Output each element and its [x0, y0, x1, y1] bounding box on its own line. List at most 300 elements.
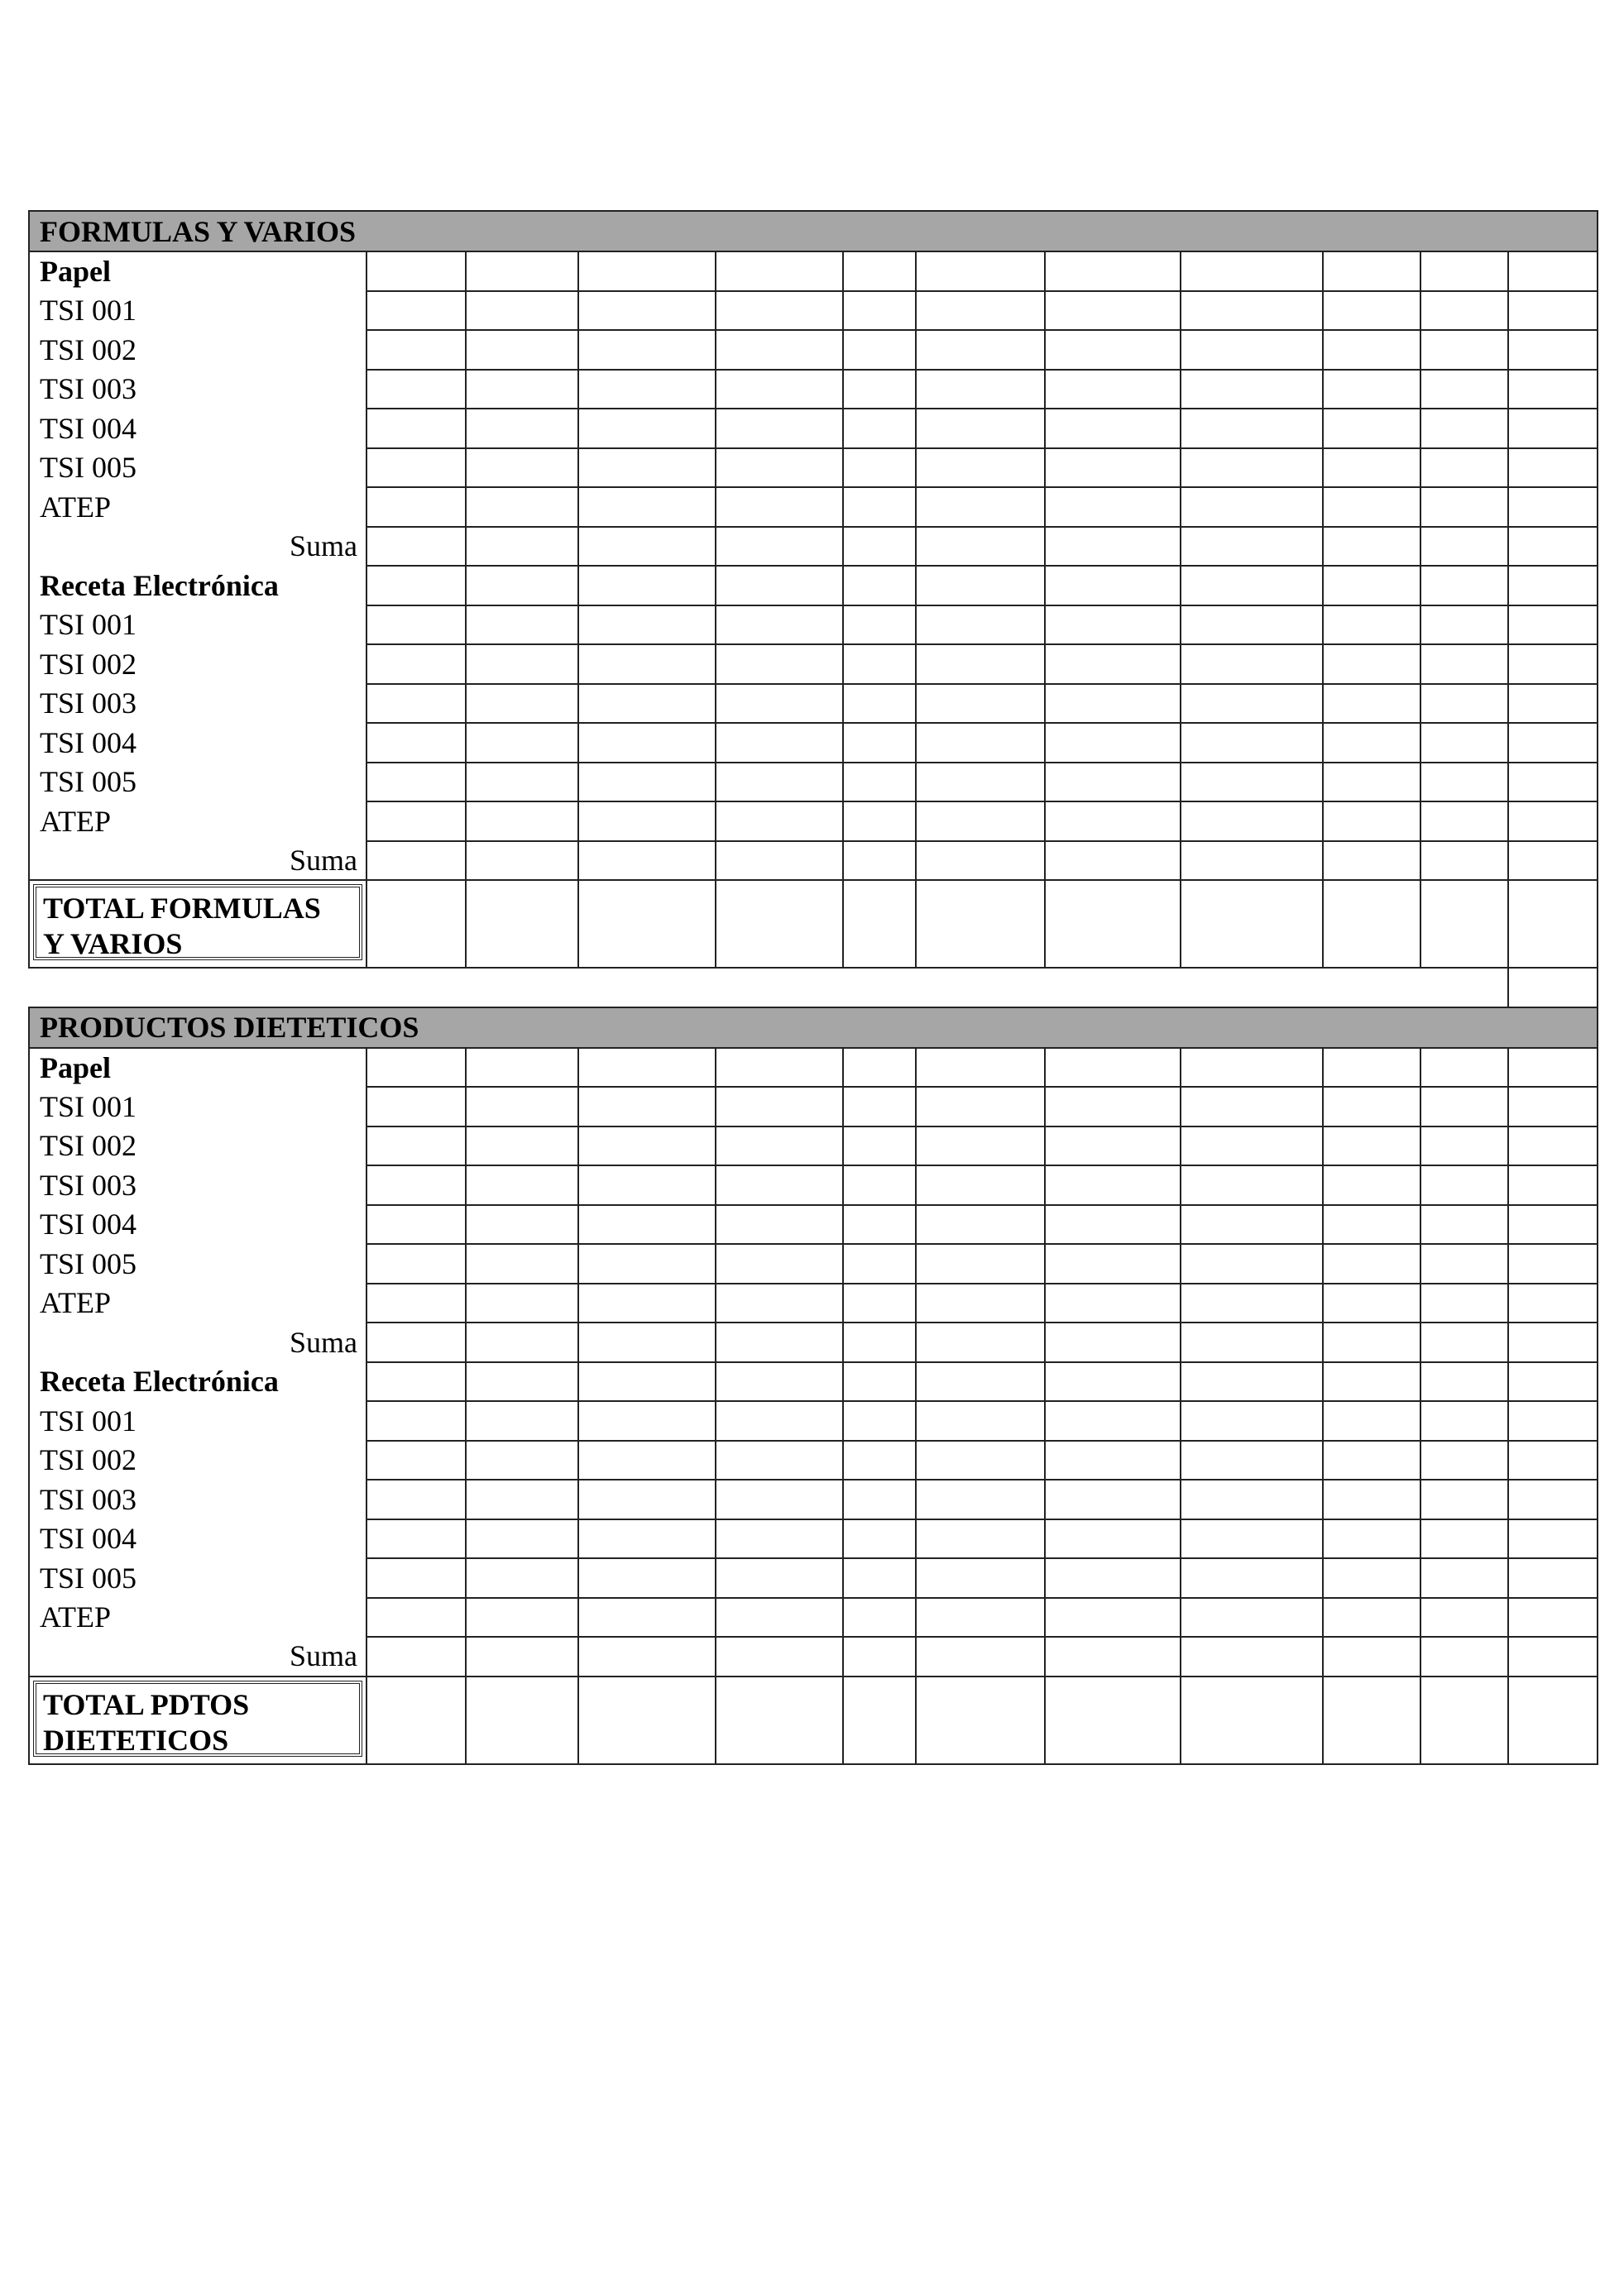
entry-cell[interactable] [1181, 566, 1323, 605]
entry-cell[interactable] [716, 723, 843, 763]
entry-cell[interactable] [466, 330, 578, 370]
entry-cell[interactable] [1323, 723, 1420, 763]
entry-cell[interactable] [843, 1558, 916, 1598]
entry-cell[interactable] [1508, 1637, 1598, 1677]
entry-cell[interactable] [916, 684, 1045, 724]
entry-cell[interactable] [916, 880, 1045, 968]
entry-cell[interactable] [843, 330, 916, 370]
entry-cell[interactable] [916, 409, 1045, 448]
entry-cell[interactable] [466, 1519, 578, 1559]
entry-cell[interactable] [578, 723, 716, 763]
entry-cell[interactable] [716, 1598, 843, 1638]
entry-cell[interactable] [1181, 1558, 1323, 1598]
entry-cell[interactable] [1323, 1244, 1420, 1284]
entry-cell[interactable] [1045, 1362, 1181, 1402]
entry-cell[interactable] [716, 763, 843, 802]
entry-cell[interactable] [1508, 1519, 1598, 1559]
entry-cell[interactable] [578, 409, 716, 448]
entry-cell[interactable] [366, 448, 466, 488]
entry-cell[interactable] [466, 370, 578, 409]
entry-cell[interactable] [1420, 251, 1508, 291]
entry-cell[interactable] [366, 1323, 466, 1362]
entry-cell[interactable] [1323, 684, 1420, 724]
entry-cell[interactable] [466, 1165, 578, 1205]
entry-cell[interactable] [843, 1244, 916, 1284]
entry-cell[interactable] [916, 527, 1045, 567]
entry-cell[interactable] [466, 1401, 578, 1441]
entry-cell[interactable] [1181, 1401, 1323, 1441]
entry-cell[interactable] [1181, 723, 1323, 763]
entry-cell[interactable] [1045, 251, 1181, 291]
entry-cell[interactable] [1508, 1323, 1598, 1362]
entry-cell[interactable] [916, 1244, 1045, 1284]
entry-cell[interactable] [1508, 1558, 1598, 1598]
entry-cell[interactable] [716, 644, 843, 684]
entry-cell[interactable] [1323, 1284, 1420, 1323]
entry-cell[interactable] [366, 605, 466, 645]
entry-cell[interactable] [466, 1637, 578, 1677]
entry-cell[interactable] [366, 841, 466, 881]
entry-cell[interactable] [1508, 1284, 1598, 1323]
entry-cell[interactable] [1045, 1480, 1181, 1519]
entry-cell[interactable] [366, 1519, 466, 1559]
entry-cell[interactable] [716, 409, 843, 448]
entry-cell[interactable] [366, 291, 466, 331]
entry-cell[interactable] [843, 251, 916, 291]
entry-cell[interactable] [578, 1284, 716, 1323]
entry-cell[interactable] [1508, 487, 1598, 527]
entry-cell[interactable] [578, 644, 716, 684]
entry-cell[interactable] [1420, 684, 1508, 724]
entry-cell[interactable] [716, 448, 843, 488]
entry-cell[interactable] [466, 684, 578, 724]
entry-cell[interactable] [1323, 1126, 1420, 1166]
entry-cell[interactable] [916, 487, 1045, 527]
entry-cell[interactable] [466, 1244, 578, 1284]
entry-cell[interactable] [843, 1637, 916, 1677]
entry-cell[interactable] [916, 1362, 1045, 1402]
entry-cell[interactable] [366, 1401, 466, 1441]
entry-cell[interactable] [578, 801, 716, 841]
entry-cell[interactable] [578, 291, 716, 331]
entry-cell[interactable] [716, 330, 843, 370]
entry-cell[interactable] [1181, 1087, 1323, 1126]
entry-cell[interactable] [366, 370, 466, 409]
entry-cell[interactable] [578, 684, 716, 724]
entry-cell[interactable] [916, 1441, 1045, 1480]
entry-cell[interactable] [716, 1558, 843, 1598]
entry-cell[interactable] [916, 763, 1045, 802]
entry-cell[interactable] [916, 1401, 1045, 1441]
entry-cell[interactable] [1508, 684, 1598, 724]
entry-cell[interactable] [716, 291, 843, 331]
entry-cell[interactable] [1420, 763, 1508, 802]
entry-cell[interactable] [1420, 1323, 1508, 1362]
entry-cell[interactable] [1181, 527, 1323, 567]
entry-cell[interactable] [1420, 1677, 1508, 1764]
entry-cell[interactable] [1181, 1637, 1323, 1677]
entry-cell[interactable] [1508, 605, 1598, 645]
entry-cell[interactable] [366, 1126, 466, 1166]
entry-cell[interactable] [1181, 409, 1323, 448]
entry-cell[interactable] [466, 801, 578, 841]
entry-cell[interactable] [578, 1480, 716, 1519]
entry-cell[interactable] [578, 605, 716, 645]
entry-cell[interactable] [1045, 1205, 1181, 1245]
entry-cell[interactable] [1045, 684, 1181, 724]
entry-cell[interactable] [466, 251, 578, 291]
entry-cell[interactable] [1420, 723, 1508, 763]
entry-cell[interactable] [1181, 1284, 1323, 1323]
entry-cell[interactable] [366, 1048, 466, 1088]
entry-cell[interactable] [716, 1637, 843, 1677]
entry-cell[interactable] [366, 684, 466, 724]
entry-cell[interactable] [1323, 1048, 1420, 1088]
entry-cell[interactable] [366, 1165, 466, 1205]
entry-cell[interactable] [578, 527, 716, 567]
entry-cell[interactable] [1420, 1598, 1508, 1638]
entry-cell[interactable] [1045, 723, 1181, 763]
entry-cell[interactable] [716, 1480, 843, 1519]
entry-cell[interactable] [1045, 644, 1181, 684]
entry-cell[interactable] [1045, 487, 1181, 527]
entry-cell[interactable] [1420, 1441, 1508, 1480]
entry-cell[interactable] [1323, 841, 1420, 881]
entry-cell[interactable] [843, 566, 916, 605]
entry-cell[interactable] [916, 448, 1045, 488]
entry-cell[interactable] [466, 487, 578, 527]
entry-cell[interactable] [843, 487, 916, 527]
entry-cell[interactable] [366, 527, 466, 567]
entry-cell[interactable] [578, 1244, 716, 1284]
entry-cell[interactable] [1323, 1165, 1420, 1205]
entry-cell[interactable] [366, 801, 466, 841]
entry-cell[interactable] [1045, 1441, 1181, 1480]
entry-cell[interactable] [578, 1677, 716, 1764]
entry-cell[interactable] [843, 1087, 916, 1126]
entry-cell[interactable] [1323, 330, 1420, 370]
entry-cell[interactable] [1508, 1126, 1598, 1166]
entry-cell[interactable] [366, 1441, 466, 1480]
entry-cell[interactable] [716, 1677, 843, 1764]
entry-cell[interactable] [1181, 880, 1323, 968]
entry-cell[interactable] [1420, 566, 1508, 605]
entry-cell[interactable] [1045, 330, 1181, 370]
entry-cell[interactable] [466, 527, 578, 567]
entry-cell[interactable] [843, 1323, 916, 1362]
entry-cell[interactable] [1045, 1677, 1181, 1764]
entry-cell[interactable] [1323, 1480, 1420, 1519]
entry-cell[interactable] [1420, 527, 1508, 567]
entry-cell[interactable] [916, 1048, 1045, 1088]
entry-cell[interactable] [716, 684, 843, 724]
entry-cell[interactable] [466, 1441, 578, 1480]
entry-cell[interactable] [1323, 448, 1420, 488]
entry-cell[interactable] [366, 409, 466, 448]
entry-cell[interactable] [366, 723, 466, 763]
entry-cell[interactable] [578, 370, 716, 409]
entry-cell[interactable] [1323, 801, 1420, 841]
entry-cell[interactable] [843, 448, 916, 488]
entry-cell[interactable] [1323, 1323, 1420, 1362]
entry-cell[interactable] [1323, 370, 1420, 409]
entry-cell[interactable] [578, 763, 716, 802]
entry-cell[interactable] [1181, 487, 1323, 527]
entry-cell[interactable] [1420, 1637, 1508, 1677]
entry-cell[interactable] [1420, 409, 1508, 448]
entry-cell[interactable] [1181, 644, 1323, 684]
entry-cell[interactable] [578, 1519, 716, 1559]
entry-cell[interactable] [716, 1087, 843, 1126]
entry-cell[interactable] [1420, 1205, 1508, 1245]
entry-cell[interactable] [1323, 1205, 1420, 1245]
entry-cell[interactable] [1181, 1677, 1323, 1764]
entry-cell[interactable] [466, 1126, 578, 1166]
entry-cell[interactable] [1045, 880, 1181, 968]
entry-cell[interactable] [1323, 1677, 1420, 1764]
entry-cell[interactable] [1045, 801, 1181, 841]
entry-cell[interactable] [366, 1244, 466, 1284]
entry-cell[interactable] [1508, 1441, 1598, 1480]
entry-cell[interactable] [466, 841, 578, 881]
entry-cell[interactable] [716, 1362, 843, 1402]
entry-cell[interactable] [466, 566, 578, 605]
entry-cell[interactable] [1508, 1480, 1598, 1519]
entry-cell[interactable] [1508, 880, 1598, 968]
entry-cell[interactable] [466, 1205, 578, 1245]
entry-cell[interactable] [1323, 291, 1420, 331]
entry-cell[interactable] [1323, 527, 1420, 567]
entry-cell[interactable] [1420, 880, 1508, 968]
entry-cell[interactable] [916, 1205, 1045, 1245]
entry-cell[interactable] [1420, 448, 1508, 488]
entry-cell[interactable] [578, 1441, 716, 1480]
entry-cell[interactable] [1323, 487, 1420, 527]
entry-cell[interactable] [1323, 566, 1420, 605]
entry-cell[interactable] [578, 1558, 716, 1598]
entry-cell[interactable] [366, 251, 466, 291]
entry-cell[interactable] [1045, 1244, 1181, 1284]
entry-cell[interactable] [916, 291, 1045, 331]
entry-cell[interactable] [1420, 1126, 1508, 1166]
entry-cell[interactable] [1508, 644, 1598, 684]
entry-cell[interactable] [466, 1323, 578, 1362]
entry-cell[interactable] [1508, 448, 1598, 488]
entry-cell[interactable] [1508, 1244, 1598, 1284]
entry-cell[interactable] [1181, 1205, 1323, 1245]
entry-cell[interactable] [1045, 291, 1181, 331]
entry-cell[interactable] [366, 1598, 466, 1638]
entry-cell[interactable] [1181, 1441, 1323, 1480]
entry-cell[interactable] [1508, 1048, 1598, 1088]
entry-cell[interactable] [1045, 1087, 1181, 1126]
entry-cell[interactable] [1181, 1480, 1323, 1519]
entry-cell[interactable] [466, 1048, 578, 1088]
entry-cell[interactable] [1323, 1637, 1420, 1677]
entry-cell[interactable] [916, 1087, 1045, 1126]
entry-cell[interactable] [1420, 330, 1508, 370]
entry-cell[interactable] [1045, 1598, 1181, 1638]
entry-cell[interactable] [716, 1165, 843, 1205]
entry-cell[interactable] [716, 1401, 843, 1441]
entry-cell[interactable] [716, 487, 843, 527]
entry-cell[interactable] [843, 1598, 916, 1638]
entry-cell[interactable] [1420, 487, 1508, 527]
entry-cell[interactable] [716, 566, 843, 605]
entry-cell[interactable] [366, 1362, 466, 1402]
entry-cell[interactable] [1181, 370, 1323, 409]
entry-cell[interactable] [466, 1087, 578, 1126]
entry-cell[interactable] [1181, 1244, 1323, 1284]
entry-cell[interactable] [1045, 527, 1181, 567]
entry-cell[interactable] [1045, 566, 1181, 605]
entry-cell[interactable] [916, 370, 1045, 409]
entry-cell[interactable] [843, 605, 916, 645]
entry-cell[interactable] [1420, 1284, 1508, 1323]
entry-cell[interactable] [1420, 644, 1508, 684]
entry-cell[interactable] [1045, 1558, 1181, 1598]
entry-cell[interactable] [1181, 605, 1323, 645]
entry-cell[interactable] [578, 1126, 716, 1166]
entry-cell[interactable] [843, 1677, 916, 1764]
entry-cell[interactable] [916, 605, 1045, 645]
entry-cell[interactable] [1323, 409, 1420, 448]
entry-cell[interactable] [1181, 1165, 1323, 1205]
entry-cell[interactable] [1508, 1205, 1598, 1245]
entry-cell[interactable] [716, 605, 843, 645]
entry-cell[interactable] [1508, 1401, 1598, 1441]
entry-cell[interactable] [916, 1480, 1045, 1519]
entry-cell[interactable] [1181, 1598, 1323, 1638]
entry-cell[interactable] [466, 644, 578, 684]
entry-cell[interactable] [1181, 1519, 1323, 1559]
entry-cell[interactable] [1045, 605, 1181, 645]
entry-cell[interactable] [1508, 1165, 1598, 1205]
entry-cell[interactable] [716, 370, 843, 409]
entry-cell[interactable] [716, 1323, 843, 1362]
entry-cell[interactable] [1323, 1598, 1420, 1638]
entry-cell[interactable] [1508, 841, 1598, 881]
entry-cell[interactable] [1045, 1323, 1181, 1362]
entry-cell[interactable] [716, 251, 843, 291]
entry-cell[interactable] [1045, 370, 1181, 409]
entry-cell[interactable] [716, 1441, 843, 1480]
entry-cell[interactable] [843, 1362, 916, 1402]
entry-cell[interactable] [578, 1205, 716, 1245]
entry-cell[interactable] [466, 1677, 578, 1764]
entry-cell[interactable] [578, 1087, 716, 1126]
entry-cell[interactable] [578, 330, 716, 370]
entry-cell[interactable] [916, 1598, 1045, 1638]
entry-cell[interactable] [1181, 330, 1323, 370]
entry-cell[interactable] [366, 763, 466, 802]
entry-cell[interactable] [1323, 1087, 1420, 1126]
entry-cell[interactable] [716, 527, 843, 567]
entry-cell[interactable] [843, 763, 916, 802]
entry-cell[interactable] [916, 1519, 1045, 1559]
entry-cell[interactable] [1420, 1048, 1508, 1088]
entry-cell[interactable] [1045, 763, 1181, 802]
entry-cell[interactable] [1323, 1401, 1420, 1441]
entry-cell[interactable] [578, 1598, 716, 1638]
entry-cell[interactable] [466, 880, 578, 968]
entry-cell[interactable] [843, 684, 916, 724]
entry-cell[interactable] [716, 1284, 843, 1323]
entry-cell[interactable] [1508, 801, 1598, 841]
entry-cell[interactable] [366, 880, 466, 968]
entry-cell[interactable] [1508, 1087, 1598, 1126]
entry-cell[interactable] [916, 251, 1045, 291]
entry-cell[interactable] [1508, 251, 1598, 291]
entry-cell[interactable] [843, 1401, 916, 1441]
entry-cell[interactable] [1420, 605, 1508, 645]
entry-cell[interactable] [578, 1362, 716, 1402]
entry-cell[interactable] [1323, 763, 1420, 802]
entry-cell[interactable] [578, 1637, 716, 1677]
entry-cell[interactable] [1420, 1480, 1508, 1519]
entry-cell[interactable] [466, 763, 578, 802]
entry-cell[interactable] [843, 409, 916, 448]
entry-cell[interactable] [716, 1205, 843, 1245]
entry-cell[interactable] [843, 1126, 916, 1166]
entry-cell[interactable] [366, 1480, 466, 1519]
entry-cell[interactable] [578, 566, 716, 605]
entry-cell[interactable] [916, 841, 1045, 881]
entry-cell[interactable] [1181, 251, 1323, 291]
entry-cell[interactable] [716, 1519, 843, 1559]
entry-cell[interactable] [1181, 1048, 1323, 1088]
entry-cell[interactable] [1323, 605, 1420, 645]
entry-cell[interactable] [916, 1284, 1045, 1323]
entry-cell[interactable] [366, 487, 466, 527]
entry-cell[interactable] [578, 448, 716, 488]
entry-cell[interactable] [843, 723, 916, 763]
entry-cell[interactable] [1508, 1362, 1598, 1402]
entry-cell[interactable] [366, 1284, 466, 1323]
entry-cell[interactable] [1323, 644, 1420, 684]
entry-cell[interactable] [843, 1284, 916, 1323]
entry-cell[interactable] [466, 409, 578, 448]
entry-cell[interactable] [916, 801, 1045, 841]
entry-cell[interactable] [1181, 1323, 1323, 1362]
entry-cell[interactable] [1181, 801, 1323, 841]
entry-cell[interactable] [1045, 1519, 1181, 1559]
entry-cell[interactable] [916, 1323, 1045, 1362]
entry-cell[interactable] [366, 330, 466, 370]
entry-cell[interactable] [843, 1205, 916, 1245]
entry-cell[interactable] [1181, 448, 1323, 488]
entry-cell[interactable] [1045, 1284, 1181, 1323]
entry-cell[interactable] [578, 1165, 716, 1205]
entry-cell[interactable] [1508, 409, 1598, 448]
entry-cell[interactable] [1420, 370, 1508, 409]
entry-cell[interactable] [1420, 291, 1508, 331]
entry-cell[interactable] [1508, 370, 1598, 409]
entry-cell[interactable] [466, 1598, 578, 1638]
entry-cell[interactable] [843, 801, 916, 841]
entry-cell[interactable] [1508, 566, 1598, 605]
entry-cell[interactable] [366, 1205, 466, 1245]
entry-cell[interactable] [578, 1401, 716, 1441]
entry-cell[interactable] [466, 1558, 578, 1598]
entry-cell[interactable] [1323, 251, 1420, 291]
entry-cell[interactable] [916, 566, 1045, 605]
entry-cell[interactable] [1045, 1637, 1181, 1677]
entry-cell[interactable] [366, 1558, 466, 1598]
entry-cell[interactable] [1508, 291, 1598, 331]
entry-cell[interactable] [843, 880, 916, 968]
entry-cell[interactable] [366, 644, 466, 684]
